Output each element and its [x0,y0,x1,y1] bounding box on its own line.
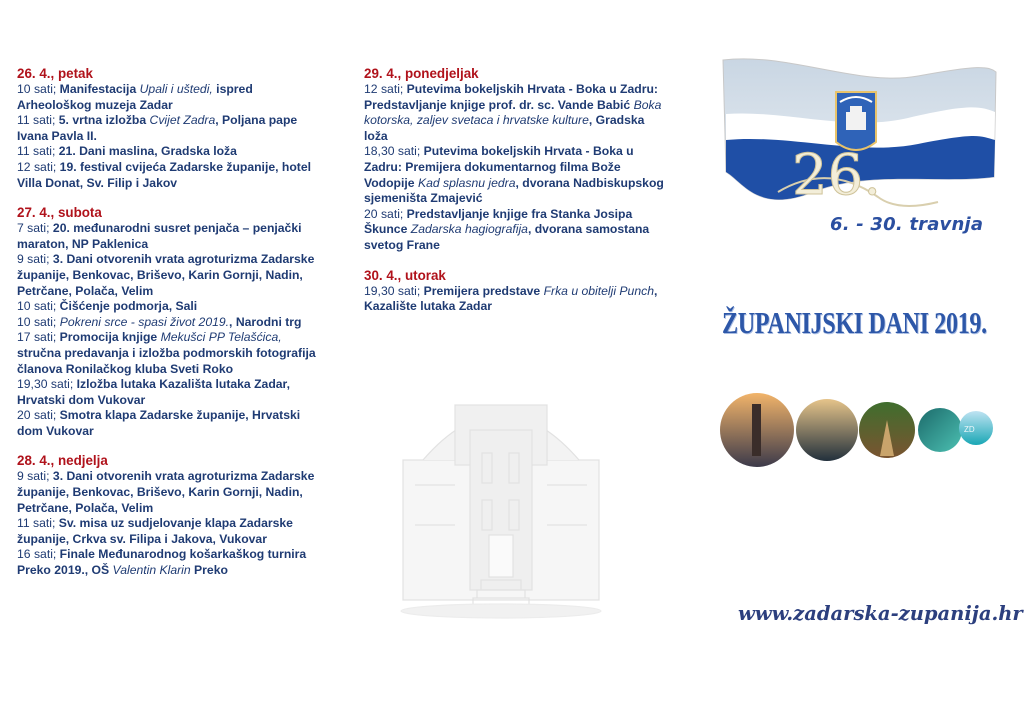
event-title-italic: Cvijet Zadra [149,113,216,128]
day-section [17,453,317,578]
program-event [17,144,317,160]
event-text: 3. Dani otvorenih vrata agroturizma Zadarske županije, Benkovac, Briševo, Karin Gornji, Nadin, Petrčane, Polača, Velim [17,469,315,515]
event-title-italic: Frka u obitelji Punch [543,283,654,298]
middle-program-column [364,66,664,329]
event-time: 7 sati; [17,221,50,236]
event-text: 19. festival cvijeća Zadarske županije, hotel Villa Donat, Sv. Filip i Jakov [17,159,311,190]
event-text: 21. Dani maslina, Gradska loža [55,144,237,159]
event-title-italic: Pokreni srce - spasi život 2019. [59,314,230,329]
event-time: 9 sati; [17,469,50,484]
program-event [17,547,317,578]
county-flag-illustration [718,52,1000,214]
event-text: ispred Arheološkog muzeja Zadar [17,82,253,112]
event-time: 10 sati; [17,82,57,96]
event-text: Predstavljanje knjige fra Stanka Josipa Škunce [364,206,633,237]
event-text: 20. međunarodni susret penjača – penjački maraton, NP Paklenica [17,221,302,251]
event-time: 20 sati; [364,206,404,221]
event-text: Čišćenje podmorja, Sali [56,299,198,314]
photo-badge-text: ZD [964,425,975,434]
photo-underwater [918,408,962,452]
event-time: 11 sati; [17,144,56,159]
event-title-italic: Kad splasnu jedra [417,175,516,190]
day-title: 30. 4., utorak [364,267,446,283]
program-event [17,516,317,547]
day-title: 26. 4., petak [17,66,93,81]
event-text: , Narodni trg [229,314,302,329]
day-section [17,66,317,191]
program-event [17,377,317,408]
program-event [17,299,317,315]
day-title: 27. 4., subota [17,205,102,221]
event-time: 19,30 sati; [364,283,421,298]
event-text: Putevima bokeljskih Hrvata - Boka u Zadru: Premijera dokumentarnog filma Bože Vodopije [364,144,634,190]
event-time: 18,30 sati; [364,144,421,159]
program-event [17,82,317,113]
program-event [364,207,664,254]
event-text: Promocija knjige [56,330,161,345]
event-text: 5. vrtna izložba [55,113,150,128]
event-text: , Gradska loža [364,113,645,143]
event-time: 9 sati; [17,252,50,267]
photo-coast-view [796,399,858,461]
event-time: 11 sati; [17,113,56,128]
day-title: 28. 4., nedjelja [17,453,108,469]
event-time: 16 sati; [17,547,57,562]
event-time: 10 sati; [17,299,57,314]
event-time: 11 sati; [17,516,56,531]
event-text: Premijera predstave [420,283,544,298]
day-section [17,205,317,439]
event-text: Izložba lutaka Kazališta lutaka Zadar, Hrvatski dom Vukovar [17,377,290,407]
program-event [17,221,317,252]
left-program-column [17,66,317,593]
church-watermark-illustration [385,375,615,620]
event-text: Putevima bokeljskih Hrvata - Boka u Zadru: Predstavljanje knjige prof. dr. sc. Vande Babić [364,82,658,112]
program-event [17,469,317,516]
event-text: stručna predavanja i izložba podmorskih fotografija članova Ronilačkog kluba Sveti Roko [17,345,316,376]
event-text: , dvorana Nadbiskupskog sjemeništa Zmajević [364,175,664,206]
festival-title: ŽUPANIJSKI DANI 2019. [722,305,987,340]
event-title-italic: Upali i uštedi, [139,82,213,96]
festival-dates: 6. - 30. travnja [830,214,984,235]
event-text: Smotra klapa Zadarske županije, Hrvatski dom Vukovar [17,408,301,438]
event-title-italic: Boka kotorska, zaljev svetaca i hrvatske kulture [364,97,662,128]
event-title-italic: Mekušci PP Telašćica, [160,330,282,345]
photo-circles-strip [720,390,1000,470]
event-time: 10 sati; [17,314,57,329]
event-time: 12 sati; [17,159,57,174]
event-text: Preko [190,563,228,578]
event-time: 19,30 sati; [17,377,74,392]
program-event [17,160,317,191]
day-section [364,268,664,315]
anniversary-number: 26. [792,143,882,208]
day-title: 29. 4., ponedjeljak [364,66,479,81]
program-event [17,315,317,331]
event-text: , dvorana samostana svetog Frane [364,222,650,252]
event-title-italic: Zadarska hagiografija [410,222,528,237]
program-event [364,284,664,315]
program-event [364,144,664,206]
event-text: 3. Dani otvorenih vrata agroturizma Zadarske županije, Benkovac, Briševo, Karin Gornji, Nadin, Petrčane, Polača, Velim [17,252,315,298]
event-time: 12 sati; [364,82,404,96]
event-text: , Poljana pape Ivana Pavla II. [17,113,298,143]
event-title-italic: Valentin Klarin [112,563,191,578]
program-event [17,330,317,377]
event-time: 17 sati; [17,330,57,345]
event-text: Manifestacija [56,82,140,96]
event-time: 20 sati; [17,408,57,423]
program-event [17,252,317,299]
day-section [364,66,664,254]
program-event [364,82,664,144]
website-link[interactable]: www.zadarska-zupanija.hr [738,602,1023,625]
program-event [17,113,317,144]
program-event [17,408,317,439]
event-text: Sv. misa uz sudjelovanje klapa Zadarske županije, Crkva sv. Filipa i Jakova, Vukovar [17,516,293,546]
event-text: Finale Međunarodnog košarkaškog turnira Preko 2019., OŠ [17,547,307,578]
event-text: , Kazalište lutaka Zadar [364,283,658,314]
